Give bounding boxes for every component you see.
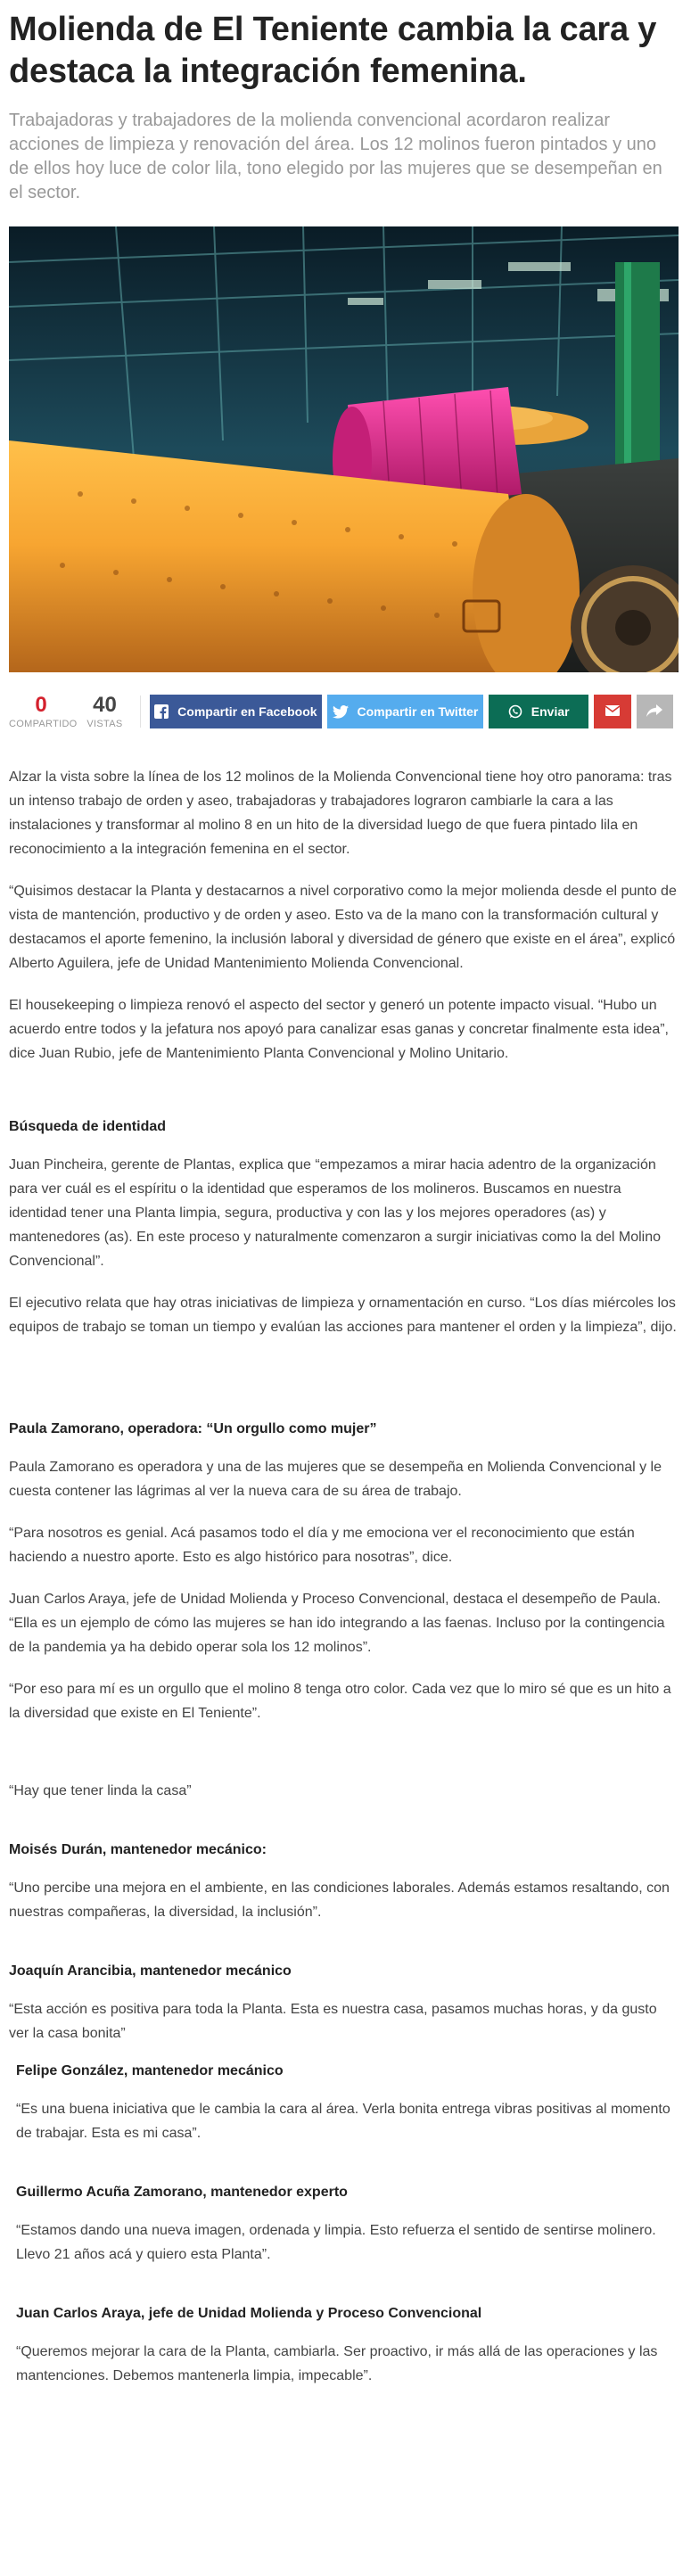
share-facebook-label: Compartir en Facebook — [177, 704, 317, 719]
share-arrow-icon — [646, 704, 662, 720]
article-body — [9, 765, 679, 2388]
paragraph: “Por eso para mí es un orgullo que el molino 8 tenga otro color. Cada vez que lo miro sé que es un hito a la diversidad que existe en El Teniente”. — [9, 1682, 671, 1721]
paragraph: “Para nosotros es genial. Acá pasamos todo el día y me emociona ver el reconocimiento que están haciendo a nuestro aporte. Esto es algo histórico para nosotras”, dice. — [9, 1526, 635, 1565]
hero-image — [9, 226, 679, 672]
paragraph: El ejecutivo relata que hay otras iniciativas de limpieza y ornamentación en curso. “Los días miércoles los equipos de trabajo se toman un tiempo y evalúan las acciones para mantener el orden y la limpieza”, dijo. — [9, 1296, 677, 1335]
section-heading-paula: Paula Zamorano, operadora: “Un orgullo como mujer” — [9, 1421, 377, 1436]
article-lead: Trabajadoras y trabajadores de la molienda convencional acordaron realizar acciones de limpieza y renovación del área. Los 12 molinos fueron pintados y uno de ellos hoy luce de color lila, tono elegido por las mujeres que se desempeñan en el sector. — [9, 111, 662, 202]
quote: “Esta acción es positiva para toda la Planta. Esta es nuestra casa, pasamos muchas horas, y da gusto ver la casa bonita” — [9, 2002, 657, 2041]
share-whatsapp-button[interactable] — [489, 695, 588, 728]
speaker-heading: Juan Carlos Araya, jefe de Unidad Molienda y Proceso Convencional — [16, 2306, 482, 2321]
share-bar — [9, 685, 679, 738]
paragraph: Juan Pincheira, gerente de Plantas, explica que “empezamos a mirar hacia adentro de la organización para ver cuál es el espíritu o la identidad que esperamos de los molineros. Buscamos en nuestra identidad tener una Planta limpia, segura, productiva y con las y los mejores operadores (as) y mantenedores (as). En este proceso y naturalmente comenzaron a surgir iniciativas como la del Molino Convencional”. — [9, 1157, 662, 1269]
whatsapp-icon — [508, 704, 522, 719]
share-mail-button[interactable] — [594, 695, 630, 728]
share-twitter-label: Compartir en Twitter — [357, 704, 479, 719]
quote: “Estamos dando una nueva imagen, ordenada y limpia. Esto refuerza el sentido de sentirse molinero. Llevo 21 años acá y quiero esta Planta”. — [16, 2223, 656, 2262]
article-title: Molienda de El Teniente cambia la cara y destaca la integración femenina. — [9, 11, 657, 90]
paragraph: El housekeeping o limpieza renovó el aspecto del sector y generó un potente impacto visual. “Hubo un acuerdo entre todos y la jefatura nos apoyó para canalizar esas ganas y concretar finalmente esta idea”, dice Juan Rubio, jefe de Mantenimiento Planta Convencional y Molino Unitario. — [9, 998, 669, 1061]
share-more-button[interactable] — [637, 695, 673, 728]
twitter-icon — [333, 705, 349, 719]
quote: “Queremos mejorar la cara de la Planta, cambiarla. Ser proactivo, ir más allá de las operaciones y las mantenciones. Debemos mantenerla limpia, impecable”. — [16, 2344, 658, 2383]
quote-subtitle: “Hay que tener linda la casa” — [9, 1783, 192, 1798]
paragraph: Alzar la vista sobre la línea de los 12 molinos de la Molienda Convencional tiene hoy otro panorama: tras un intenso trabajo de orden y aseo, trabajadoras y trabajadores lograron cambiarle la cara a las instalaciones y transformar al molino 8 en un hito de la diversidad luego de que fuera pintado lila en reconocimiento a la integración femenina en el sector. — [9, 770, 672, 857]
share-twitter-button[interactable] — [327, 695, 483, 728]
facebook-icon — [154, 704, 169, 719]
shares-label: COMPARTIDO — [9, 719, 78, 729]
paragraph: Juan Carlos Araya, jefe de Unidad Molienda y Proceso Convencional, destaca el desempeño de Paula. “Ella es un ejemplo de cómo las mujeres se han ido integrando a las faenas. Incluso por la contingencia de la pandemia ya ha debido operar sola los 12 molinos”. — [9, 1592, 665, 1655]
section-heading-identidad: Búsqueda de identidad — [9, 1119, 167, 1134]
speaker-heading: Felipe González, mantenedor mecánico — [16, 2063, 284, 2078]
mail-icon — [605, 704, 620, 719]
speaker-heading: Moisés Durán, mantenedor mecánico: — [9, 1842, 267, 1857]
paragraph: Paula Zamorano es operadora y una de las mujeres que se desempeña en Molienda Convencional y le cuesta contener las lágrimas al ver la nueva cara de su área de trabajo. — [9, 1460, 662, 1499]
shares-count: 0 — [35, 693, 47, 717]
paragraph: “Quisimos destacar la Planta y destacarnos a nivel corporativo como la mejor molienda desde el punto de vista de mantención, productivo y de orden y aseo. Esto va de la mano con la transformación cultural y destacamos el aporte femenino, la inclusión laboral y diversidad de género que existe en el área”, explicó Alberto Aguilera, jefe de Unidad Mantenimiento Molienda Convencional. — [9, 884, 677, 971]
views-count: 40 — [93, 693, 117, 717]
stats-divider — [140, 695, 141, 728]
share-whatsapp-label: Enviar — [531, 704, 570, 719]
shares-stat — [9, 693, 78, 729]
quote: “Es una buena iniciativa que le cambia la cara al área. Verla bonita entrega vibras positivas al momento de trabajar. Esta es mi casa”. — [16, 2102, 670, 2141]
speaker-heading: Guillermo Acuña Zamorano, mantenedor experto — [16, 2185, 348, 2200]
quote: “Uno percibe una mejora en el ambiente, en las condiciones laborales. Además estamos resaltando, con nuestras compañeras, la diversidad, la inclusión”. — [9, 1881, 670, 1920]
views-label: VISTAS — [86, 719, 123, 729]
views-stat — [73, 694, 136, 729]
speaker-heading: Joaquín Arancibia, mantenedor mecánico — [9, 1963, 292, 1979]
share-facebook-button[interactable] — [150, 695, 322, 728]
